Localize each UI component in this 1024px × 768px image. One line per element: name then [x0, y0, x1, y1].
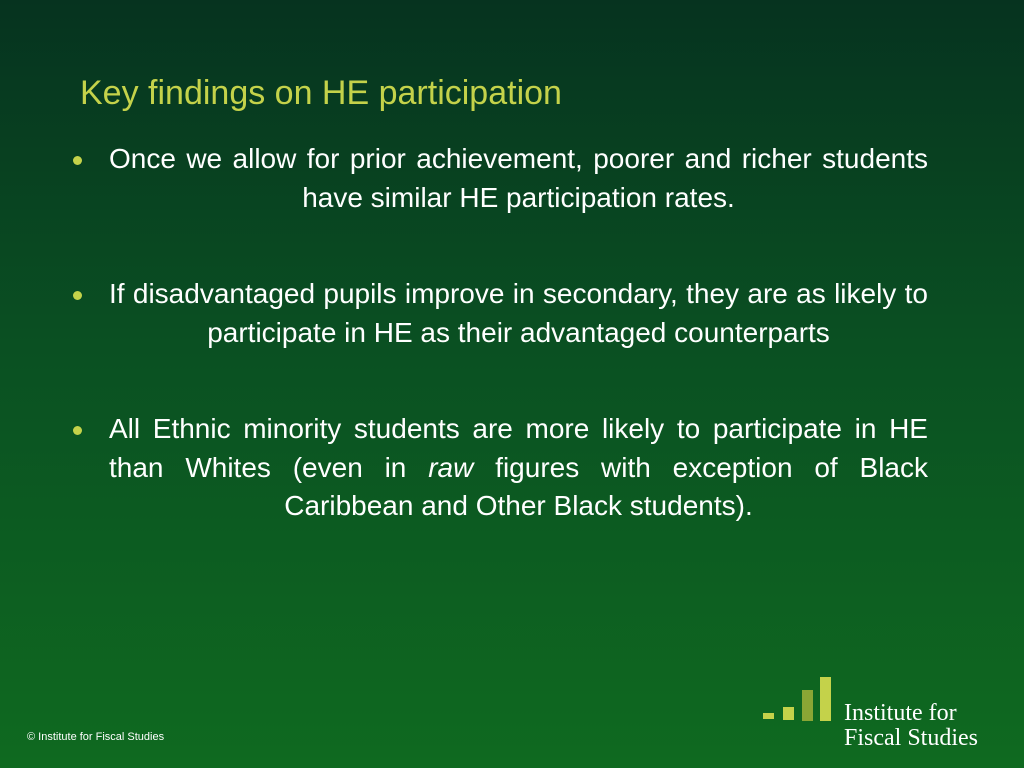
bullet-text: Once we allow for prior achievement, poorer and richer students have similar HE participation rates. — [109, 143, 928, 213]
copyright-footer: © Institute for Fiscal Studies — [27, 731, 165, 743]
bullet-item-disadvantaged-pupils — [72, 275, 928, 352]
bullet-list — [72, 140, 928, 526]
logo-bar-2 — [783, 707, 794, 720]
ifs-logo — [763, 676, 1008, 752]
bullet-item-prior-achievement — [72, 140, 928, 217]
bar-chart-logo-icon — [763, 676, 833, 722]
logo-bar-1 — [763, 713, 774, 719]
bullet-item-ethnic-minority — [72, 410, 928, 526]
logo-bar-4 — [820, 677, 831, 721]
bullet-dot-icon — [73, 156, 82, 165]
slide-title: Key findings on HE participation — [80, 74, 562, 112]
bullet-dot-icon — [73, 426, 82, 435]
bullet-text-end: figures with exception of Black Caribbean and Other Black students). — [284, 451, 928, 521]
logo-text-line-1: Institute for — [844, 700, 957, 726]
bullet-dot-icon — [73, 291, 82, 300]
bullet-text: If disadvantaged pupils improve in secondary, they are as likely to participate in HE as their advantaged counterparts — [109, 278, 928, 348]
logo-wordmark — [844, 701, 978, 751]
bullet-emphasis-raw: raw — [428, 451, 474, 483]
logo-text-line-2: Fiscal Studies — [844, 725, 979, 751]
logo-bar-3 — [802, 690, 813, 721]
bullet-text-start: All Ethnic minority students are more likely to participate in HE than Whites (even in — [109, 413, 928, 483]
